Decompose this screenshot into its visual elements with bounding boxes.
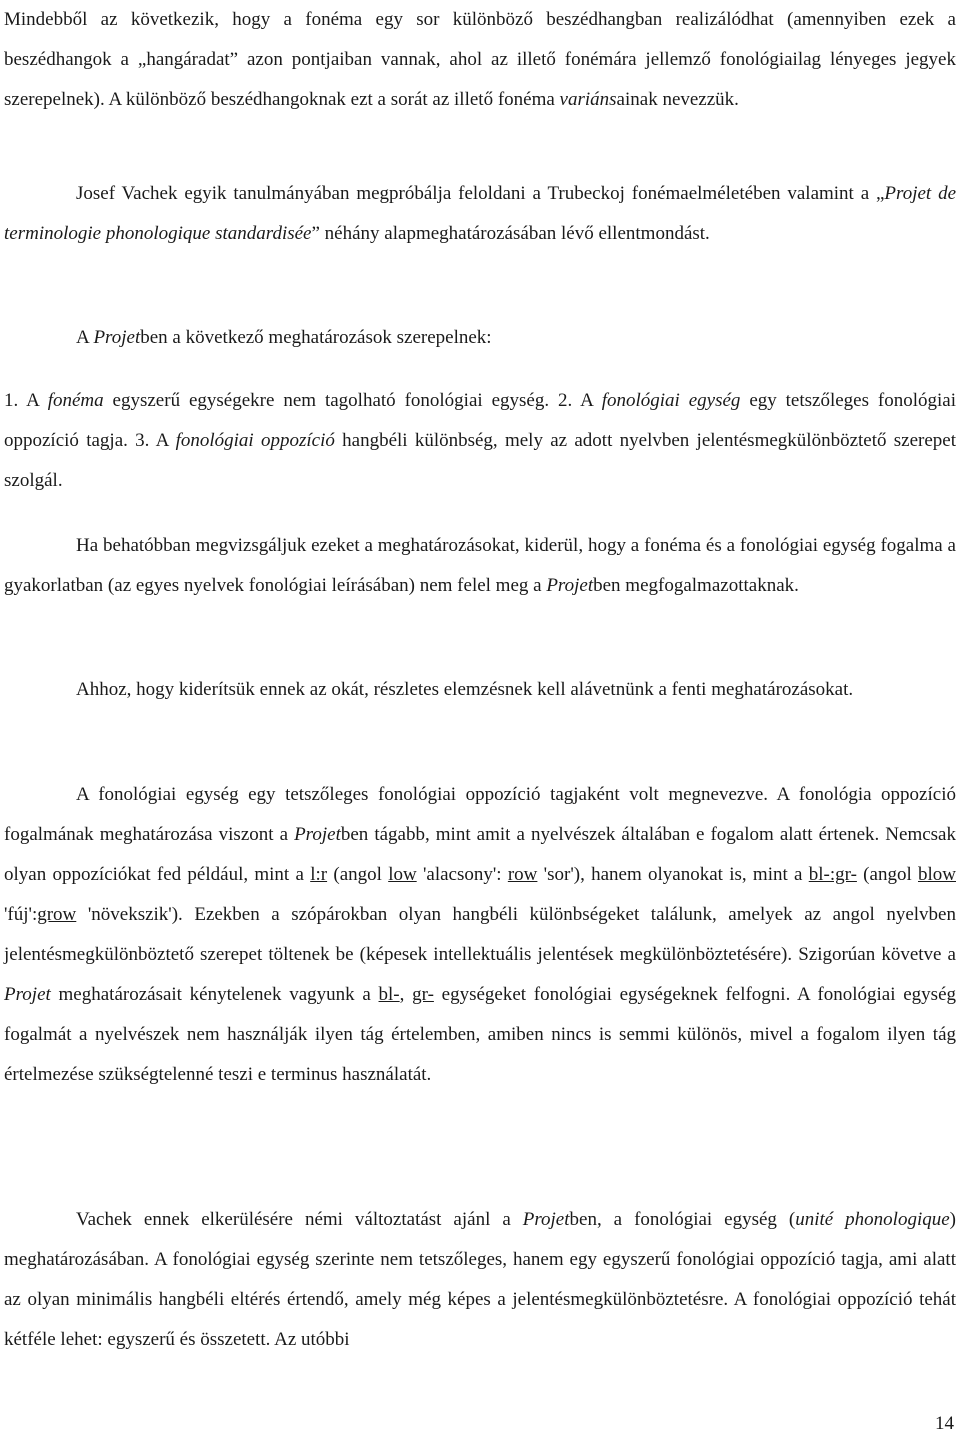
underlined-example: grow	[37, 904, 77, 925]
text-run: ben a következő meghatározások szerepelnek:	[140, 327, 492, 348]
underlined-example: row	[507, 864, 538, 885]
text-run: 'növekszik'). Ezekben a szópárokban olyan hangbéli különbségeket találunk, amelyek az angol nyelvben jelentésmegkülönböztető szerepet töltenek be (képesek intellektuális jelentések megkülönböztetésére). Szigorúan követve a	[4, 904, 956, 965]
underlined-example: gr-	[412, 984, 434, 1005]
paragraph-detailed-analysis	[4, 670, 956, 710]
underlined-example: blow	[918, 864, 956, 885]
text-run: egységeket fonológiai egységeknek felfogni. A fonológiai egység fogalmát a nyelvészek nem használják ilyen tág értelemben, amiben nincs is semmi különös, mivel a fogalom ilyen tág értelmezése szükségtelenné teszi e terminus használatát.	[4, 984, 957, 1085]
paragraph-vachek-proposal	[4, 1200, 956, 1360]
italic-term: fonológiai egység	[601, 390, 741, 411]
underlined-example: low	[388, 864, 417, 885]
paragraph-projet-definitions-intro	[4, 318, 956, 358]
paragraph-phoneme-variants	[4, 0, 956, 120]
italic-term: Projet	[93, 327, 141, 348]
text-run: egy tetszőleges fonológiai oppozíció tagja. 3. A	[4, 390, 957, 451]
text-run: ) meghatározásában. A fonológiai egység szerinte nem tetszőleges, hanem egy egyszerű fonológiai oppozíció tagja, ami alatt az olyan minimális hangbéli eltérés értendő, amely még képes a jelentésmegkülönböztetésre. A fonológiai oppozíció tehát kétféle lehet: egyszerű és összetett. Az utóbbi	[4, 1209, 956, 1350]
underlined-example: l:r	[310, 864, 328, 885]
text-run: A fonológiai egység egy tetszőleges fonológiai oppozíció tagjaként volt megnevezve. A fonológia oppozíció fogalmának meghatározása viszont a	[4, 784, 956, 845]
text-run: (angol	[327, 864, 389, 885]
italic-term: fonológiai oppozíció	[175, 430, 335, 451]
paragraph-definitions-list	[4, 381, 956, 501]
text-run: ainak nevezzük.	[616, 89, 739, 110]
underlined-example: bl-	[378, 984, 400, 1005]
text-run: A	[76, 327, 94, 348]
text-run: Ha behatóbban megvizsgáljuk ezeket a meghatározásokat, kiderül, hogy a fonéma és a fonológiai egység fogalma a gyakorlatban (az egyes nyelvek fonológiai leírásában) nem felel meg a	[4, 535, 956, 596]
italic-term: Projet de terminologie phonologique standardisée	[4, 183, 956, 244]
text-run: ” néhány alapmeghatározásában lévő ellentmondást.	[311, 223, 710, 244]
italic-term: fonéma	[47, 390, 104, 411]
italic-term: unité phonologique	[795, 1209, 950, 1230]
text-run: ben, a fonológiai egység (	[569, 1209, 796, 1230]
text-run: egyszerű egységekre nem tagolható fonológiai egység. 2. A	[103, 390, 602, 411]
paragraph-closer-examination	[4, 526, 956, 606]
page-number: 14	[935, 1413, 954, 1434]
text-run: Josef Vachek egyik tanulmányában megpróbálja feloldani a Trubeckoj fonémaelméletében valamint a „	[76, 183, 885, 204]
paragraph-phonological-unit	[4, 775, 956, 1095]
text-run: (angol	[856, 864, 918, 885]
italic-term: Projet	[4, 984, 51, 1005]
italic-term: Projet	[294, 824, 341, 845]
text-run: ,	[399, 984, 413, 1005]
text-run: Vachek ennek elkerülésére némi változtatást ajánl a	[76, 1209, 523, 1230]
text-run: ben tágabb, mint amit a nyelvészek általában e fogalom alatt értenek. Nemcsak olyan oppozíciókat fed például, mint a	[4, 824, 956, 885]
italic-term: Projet	[522, 1209, 570, 1230]
text-run: Mindebből az következik, hogy a fonéma egy sor különböző beszédhangban realizálódhat (amennyiben ezek a beszédhangok a „hangáradat” azon pontjaiban vannak, ahol az illető fonémára jellemző fonológiailag lényeges jegyek szerepelnek). A különböző beszédhangoknak ezt a sorát az illető fonéma	[4, 9, 956, 110]
text-run: 'sor'), hanem olyanokat is, mint a	[537, 864, 809, 885]
text-run: 1. A	[4, 390, 48, 411]
italic-term: variáns	[559, 89, 617, 110]
underlined-example: bl-:gr-	[808, 864, 857, 885]
text-run: 'fúj':	[4, 904, 38, 925]
text-run: 'alacsony':	[416, 864, 508, 885]
text-run: Ahhoz, hogy kiderítsük ennek az okát, részletes elemzésnek kell alávetnünk a fenti meghatározásokat.	[76, 679, 854, 700]
text-run: ben megfogalmazottaknak.	[593, 575, 799, 596]
italic-term: Projet	[546, 575, 594, 596]
text-run: hangbéli különbség, mely az adott nyelvben jelentésmegkülönböztető szerepet szolgál.	[4, 430, 957, 491]
paragraph-vachek-intro	[4, 174, 956, 254]
text-run: meghatározásait kénytelenek vagyunk a	[50, 984, 379, 1005]
